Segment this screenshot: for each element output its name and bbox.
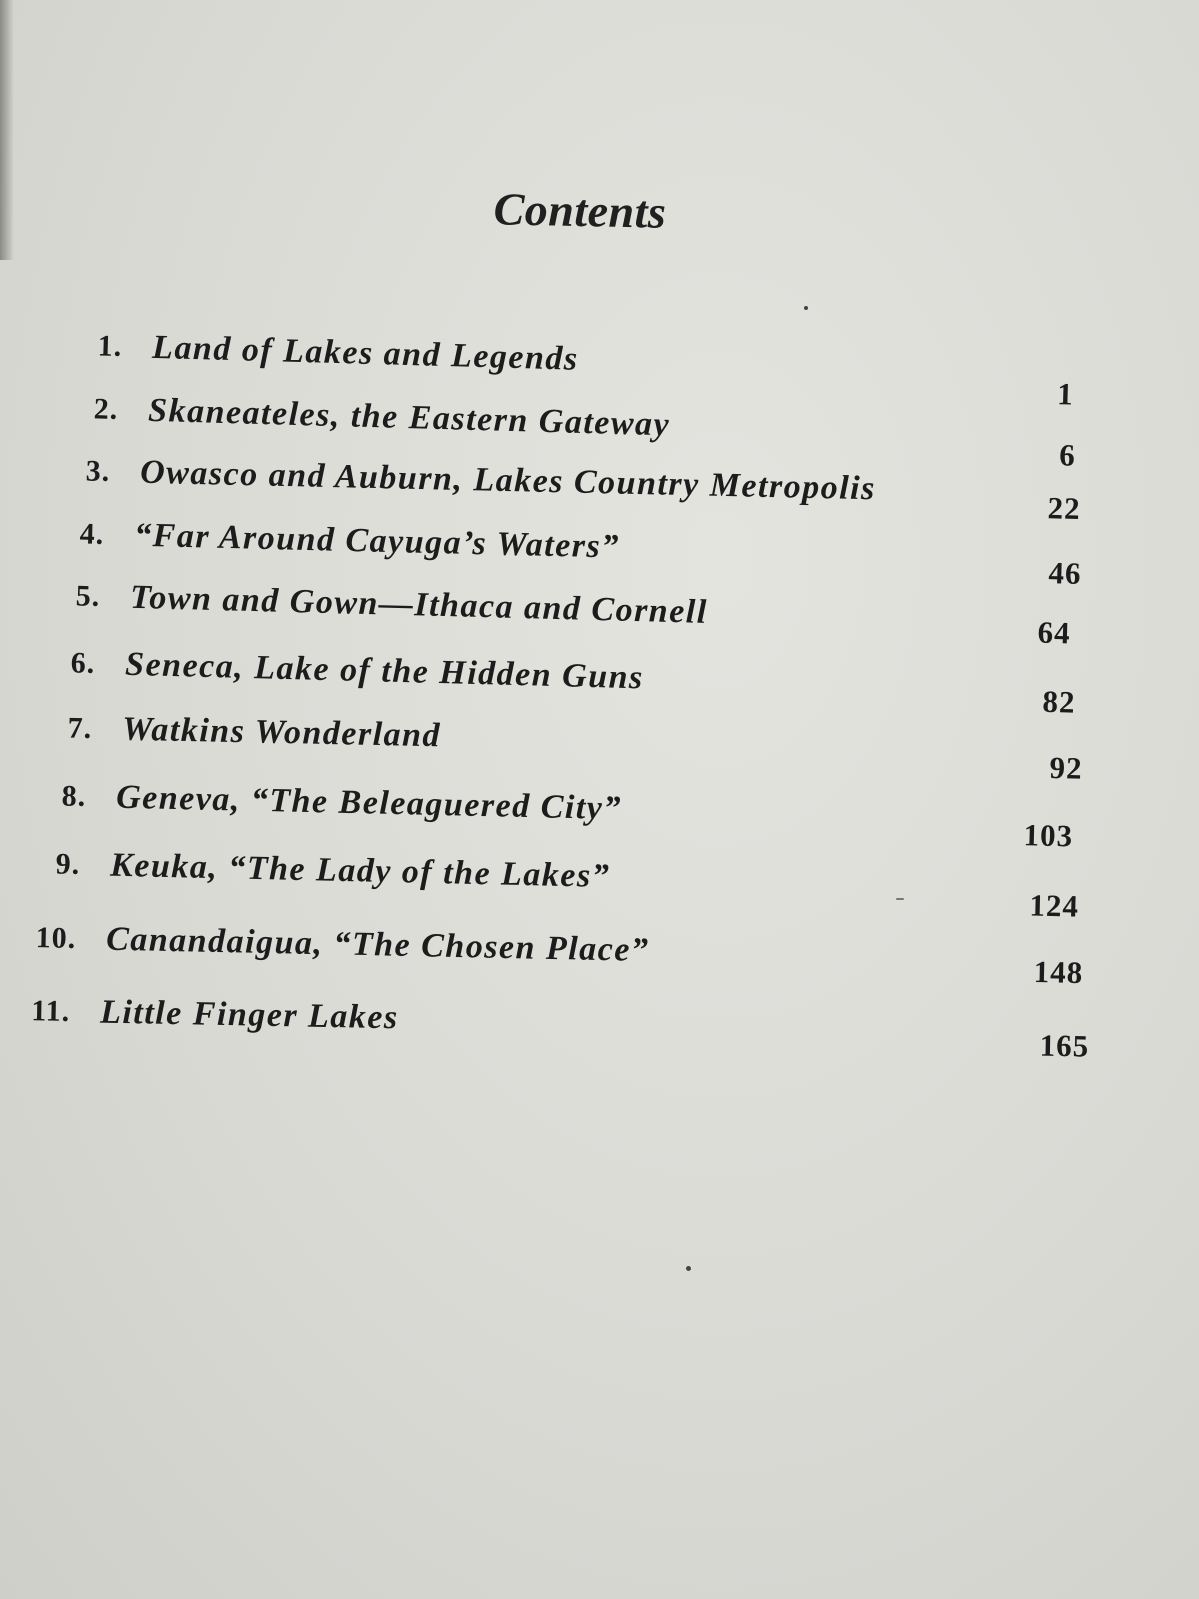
toc-entry-title: Keuka, “The Lady of the Lakes” [109,846,611,896]
toc-entry-page: 22 [1047,490,1081,527]
toc-entry [70,645,1077,720]
toc-entry-title: Canandaigua, “The Chosen Place” [105,920,650,970]
toc-entry [61,778,1074,854]
toc-entry-title: “Far Around Cayuga’s Waters” [133,516,621,566]
toc-entry-page: 82 [1042,683,1077,720]
toc-entry [85,453,1081,527]
toc-entry-number: 7. [67,711,93,745]
toc-entry-page: 165 [1039,1027,1090,1064]
toc-entry [97,328,1075,412]
toc-entry-page: 46 [1048,555,1082,591]
toc-entry-page: 148 [1033,954,1084,991]
toc-entry-number: 11. [30,994,71,1028]
toc-entry-page: 64 [1037,614,1072,651]
toc-entry-title: Land of Lakes and Legends [151,328,580,378]
toc-entry-number: 4. [79,517,105,551]
toc-entry-number: 5. [75,579,101,613]
toc-entry [67,710,1083,786]
toc-entry [75,578,1072,651]
toc-entry-number: 2. [93,392,119,426]
toc-entry-number: 1. [97,329,123,363]
toc-entry-page: 6 [1058,437,1077,473]
toc-entry-title: Watkins Wonderland [121,710,442,755]
toc-entry-page: 124 [1029,887,1080,924]
toc-entry [35,920,1084,991]
toc-entry-page: 103 [1023,817,1074,854]
toc-entry-number: 3. [85,454,111,488]
toc-entry-number: 10. [35,921,77,955]
toc-entry-title: Little Finger Lakes [99,993,400,1037]
paper-speck [686,1266,691,1271]
toc-entry-page: 92 [1049,750,1083,786]
toc-entry-title: Owasco and Auburn, Lakes Country Metropolis [139,453,877,508]
paper-speck [804,306,808,310]
paper-speck [896,898,904,900]
toc-entry-title: Geneva, “The Beleaguered City” [115,778,623,828]
page-title: Contents [493,183,667,238]
toc-entry-page: 1 [1056,376,1075,412]
toc-entry [93,391,1077,473]
toc-entry [79,516,1082,591]
toc-entry-title: Town and Gown—Ithaca and Cornell [129,578,709,631]
toc-entry-number: 6. [70,646,96,680]
toc-entry-number: 8. [61,779,87,813]
toc-entry [30,993,1090,1064]
toc-entry [55,846,1080,924]
toc-entry-number: 9. [55,847,81,881]
toc-entry-title: Skaneateles, the Eastern Gateway [147,391,671,444]
toc-entry-title: Seneca, Lake of the Hidden Guns [124,645,645,697]
